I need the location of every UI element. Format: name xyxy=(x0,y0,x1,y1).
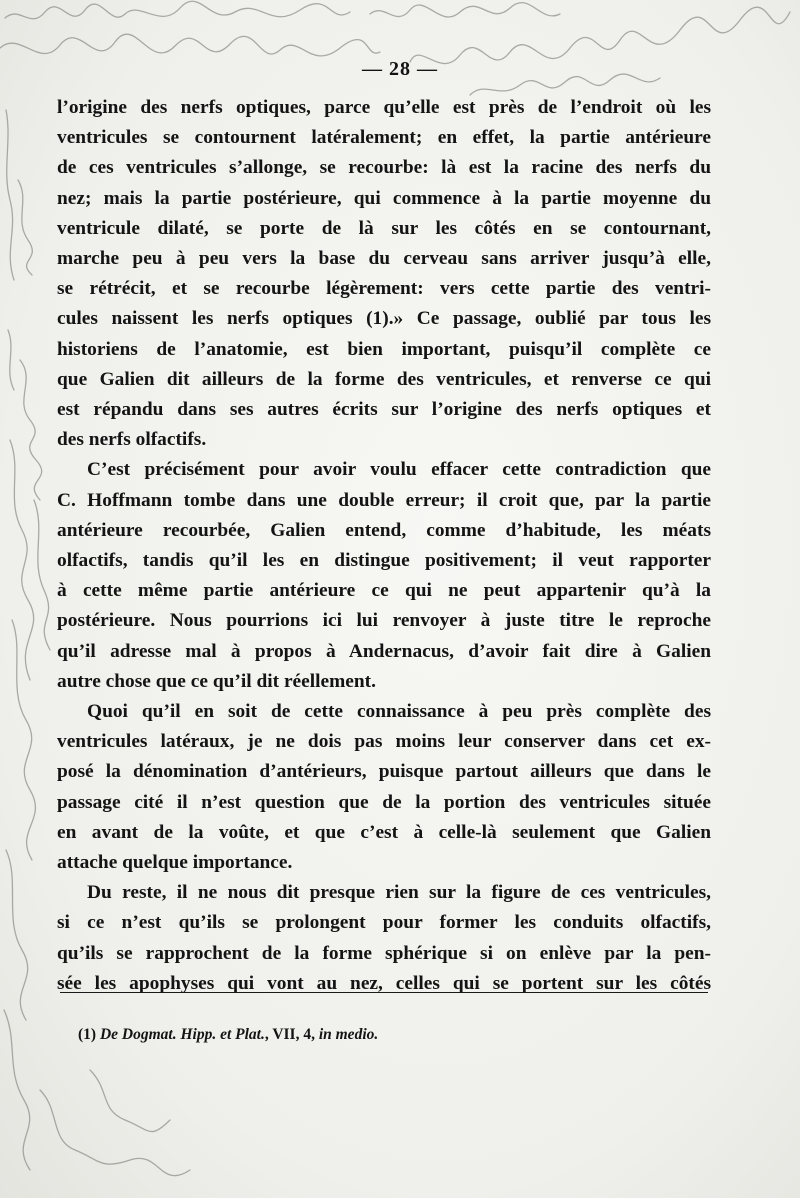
text-line: si ce n’est qu’ils se prolongent pour former les conduits olfactifs, xyxy=(57,912,711,934)
text-line: C. Hoffmann tombe dans une double erreur; il croit que, par la partie xyxy=(57,489,711,511)
main-text xyxy=(57,93,711,999)
text-line: en avant de la voûte, et que c’est à celle-là seulement que Galien xyxy=(57,821,711,843)
text-line: ventricule dilaté, se porte de là sur les côtés en se contournant, xyxy=(57,217,711,239)
footnote-book: , VII, 4, xyxy=(264,1026,315,1043)
text-line: olfactifs, tandis qu’il les en distingue positivement; il veut rapporter xyxy=(57,550,711,572)
paragraph-4 xyxy=(57,878,711,999)
footnote xyxy=(78,1026,678,1044)
text-line: des nerfs olfactifs. xyxy=(57,429,207,451)
text-line: attache quelque importance. xyxy=(57,852,293,874)
text-line: passage cité il n’est question que de la portion des ventricules située xyxy=(57,791,711,813)
paragraph-1 xyxy=(57,93,711,455)
text-line: ventricules se contournent latéralement; en effet, la partie antérieure xyxy=(57,127,711,149)
text-line: se rétrécit, et se recourbe légèrement: vers cette partie des ventri- xyxy=(57,278,711,300)
text-line: posé la dénomination d’antérieurs, puisque partout ailleurs que dans le xyxy=(57,761,711,783)
text-line: de ces ventricules s’allonge, se recourbe: là est la racine des nerfs du xyxy=(57,157,711,179)
text-line: autre chose que ce qu’il dit réellement. xyxy=(57,670,376,692)
text-line: qu’il adresse mal à propos à Andernacus, d’avoir fait dire à Galien xyxy=(57,640,711,662)
text-line: antérieure recourbée, Galien entend, comme d’habitude, les méats xyxy=(57,519,711,541)
text-line: marche peu à peu vers la base du cerveau sans arriver jusqu’à elle, xyxy=(57,248,711,270)
footnote-source: De Dogmat. Hipp. et Plat. xyxy=(99,1026,265,1043)
text-line: que Galien dit ailleurs de la forme des ventricules, et renverse ce qui xyxy=(57,368,711,390)
text-line: l’origine des nerfs optiques, parce qu’elle est près de l’endroit où les xyxy=(57,97,711,118)
page-number: — 28 — xyxy=(362,58,438,80)
text-line: C’est précisément pour avoir voulu effacer cette contradiction que xyxy=(87,459,711,481)
footnote-marker: (1) xyxy=(78,1026,97,1043)
text-line: historiens de l’anatomie, est bien important, puisqu’il complète ce xyxy=(57,338,711,360)
footnote-divider xyxy=(60,992,708,993)
footnote-location: in medio. xyxy=(318,1026,379,1043)
paragraph-2 xyxy=(57,455,711,697)
text-line: ventricules latéraux, je ne dois pas moins leur conserver dans cet ex- xyxy=(57,731,711,753)
text-line: est répandu dans ses autres écrits sur l’origine des nerfs optiques et xyxy=(57,399,711,421)
text-line: postérieure. Nous pourrions ici lui renvoyer à juste titre le reproche xyxy=(57,610,711,632)
text-line: nez; mais la partie postérieure, qui commence à la partie moyenne du xyxy=(57,187,711,209)
text-line: Du reste, il ne nous dit presque rien sur la figure de ces ventricules, xyxy=(87,882,711,904)
text-line: cules naissent les nerfs optiques (1).» Ce passage, oublié par tous les xyxy=(57,308,711,330)
paragraph-3 xyxy=(57,697,711,878)
text-line: à cette même partie antérieure ce qui ne peut appartenir qu’à la xyxy=(57,580,711,602)
text-line: sée les apophyses qui vont au nez, celles qui se portent sur les côtés xyxy=(57,972,711,994)
text-line: Quoi qu’il en soit de cette connaissance à peu près complète des xyxy=(87,701,711,723)
text-line: qu’ils se rapprochent de la forme sphérique si on enlève par la pen- xyxy=(57,942,711,964)
